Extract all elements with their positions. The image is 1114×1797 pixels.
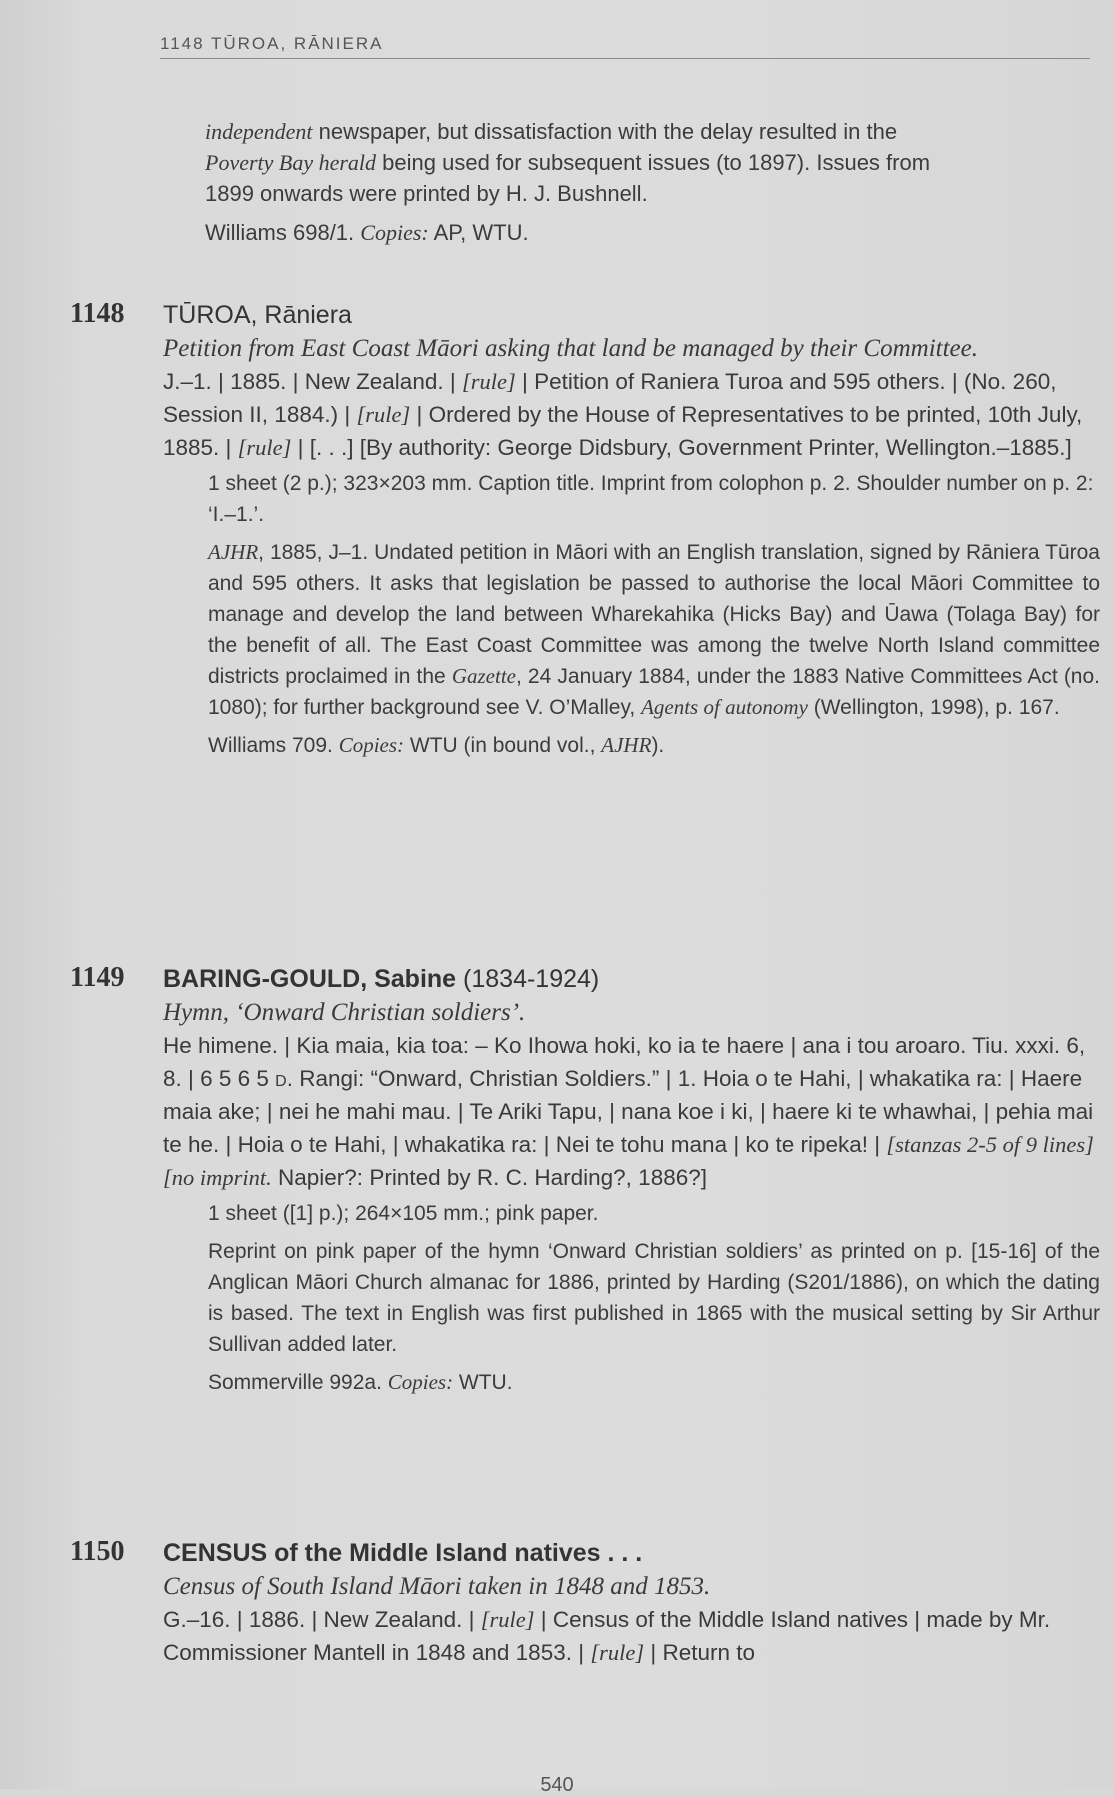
entry-1149 [70,962,1100,1405]
transcription-part: | [. . .] [By authority: George Didsbury, Government Printer, Wellington.–1885.] [291,435,1072,460]
entry-notes [208,468,1100,761]
transcription-part: G.–16. | 1886. | New Zealand. | [163,1607,481,1632]
refs: Sommerville 992a. [208,1371,382,1394]
entry-heading [163,1536,1100,1570]
copies-line [208,730,1100,761]
text-line: 1899 onwards were printed by H. J. Bushnell. [205,181,648,206]
newspaper-title: Poverty Bay herald [205,150,377,175]
entry-title: Census of South Island Māori taken in 1848 and 1853. [163,1573,711,1600]
entry-number: 1150 [70,1536,125,1567]
physical-description: 1 sheet ([1] p.); 264×105 mm.; pink paper. [208,1202,599,1225]
no-imprint: [no imprint. [163,1165,272,1190]
note-paragraph: Reprint on pink paper of the hymn ‘Onward Christian soldiers’ as printed on p. [15-16] of the Anglican Māori Church almanac for 1886, printed by Harding (S201/1886), on which the dating is based. The text in English was first published in 1865 with the musical setting by Sir Arthur Sullivan added later. [208,1240,1100,1356]
italic-ref: Agents of autonomy [641,695,808,719]
note-text: , 24 January 1884, under the 1883 Native Committees Act (no. 1080); for further background see V. O’Malley, [208,665,1101,719]
copies-label: Copies: [360,220,429,245]
copies-line [208,1367,1100,1398]
copies-line [205,217,1090,248]
author: TŪROA, Rāniera [163,301,352,329]
transcription [163,1029,1100,1194]
note-text: , 1885, J–1. Undated petition in Māori with an English translation, signed by Rāniera Tūroa and 595 others. It asks that legislation be passed to authorise the local Māori Committee to manage and develop the land between Wharekahika (Hicks Bay) and Ūawa (Tolaga Bay) for the benefit of all. The East Coast Committee was among the twelve North Island committee districts proclaimed in the [208,541,1100,688]
copies: ). [651,734,665,757]
transcription [163,365,1100,464]
transcription-part: Napier?: Printed by R. C. Harding?, 1886?] [271,1165,707,1190]
italic-ref: Gazette [451,664,516,688]
small-caps-letter: d [275,1066,287,1091]
rule-marker: [rule] [356,402,411,427]
copies-label: Copies: [387,1370,454,1394]
rule-marker: [rule] [237,435,292,460]
entry-heading [163,298,1100,332]
transcription-part: . Rangi: “Onward, Christian Soldiers.” | 1. Hoia o te Hahi, | whakatika ra: | Haere maia ake; | nei he mahi mau. | Te Ariki Tapu, | nana koe i ki, | haere ki te whawhai, | pehia mai te he. | Hoia o te Hahi, | whakatika ra: | Nei te tohu mana | ko te ripeka! | [163,1066,1094,1157]
newspaper-title: independent [205,119,313,144]
entry-notes [208,1198,1100,1398]
transcription-part: | Petition of Raniera Turoa and 595 others. | (No. 260, Session II, 1884.) | [163,369,1057,427]
author-dates: (1834-1924) [463,965,600,993]
refs: Williams 698/1. [205,220,355,245]
transcription-part: He himene. | Kia maia, kia toa: – Ko Ihowa hoki, ko ia te haere | ana i tou aroaro. Tiu. xxxi. 6, 8. | 6 5 6 5 [163,1033,1086,1091]
entry-1148 [70,298,1100,768]
continuation-paragraph [205,116,1090,209]
text-line: being used for subsequent issues (to 1897). Issues from [376,150,931,175]
copies-label: Copies: [338,733,405,757]
italic-ref: AJHR [601,733,652,757]
rule-marker: [rule] [461,369,516,394]
entry-1150 [70,1536,1100,1669]
copies: WTU (in bound vol., [404,734,602,757]
note-paragraph [208,537,1100,723]
italic-ref: AJHR [208,540,259,564]
continuation-text [205,116,1090,256]
copies: AP, WTU. [428,220,529,245]
refs: Williams 709. [208,734,333,757]
page-number: 540 [540,1774,574,1796]
transcription-part: | Census of the Middle Island natives | made by Mr. Commissioner Mantell in 1848 and 1853. | [163,1607,1051,1665]
entry-number: 1148 [70,298,125,329]
text-line: newspaper, but dissatisfaction with the delay resulted in the [312,119,898,144]
author: BARING-GOULD, Sabine [163,965,457,993]
transcription-part: | Return to [644,1640,755,1665]
running-head: 1148 TŪROA, RĀNIERA [160,34,1090,59]
entry-number: 1149 [70,962,125,993]
rule-marker: [rule] [480,1607,535,1632]
transcription-part: | Ordered by the House of Representatives to be printed, 10th July, 1885. | [163,402,1083,460]
rule-marker: [rule] [590,1640,645,1665]
author: CENSUS of the Middle Island natives . . . [163,1539,643,1567]
physical-description: 1 sheet (2 p.); 323×203 mm. Caption title. Imprint from colophon p. 2. Shoulder number on p. 2: ‘I.–1.’. [208,472,1094,526]
copies: WTU. [453,1371,513,1394]
transcription [163,1603,1100,1669]
transcription-part: J.–1. | 1885. | New Zealand. | [163,369,462,394]
note-text: (Wellington, 1998), p. 167. [807,696,1060,719]
entry-title: Hymn, ‘Onward Christian soldiers’. [163,999,526,1026]
entry-heading [163,962,1100,996]
entry-title: Petition from East Coast Māori asking that land be managed by their Committee. [163,335,978,362]
stanzas-note: [stanzas 2-5 of 9 lines] [886,1132,1094,1157]
